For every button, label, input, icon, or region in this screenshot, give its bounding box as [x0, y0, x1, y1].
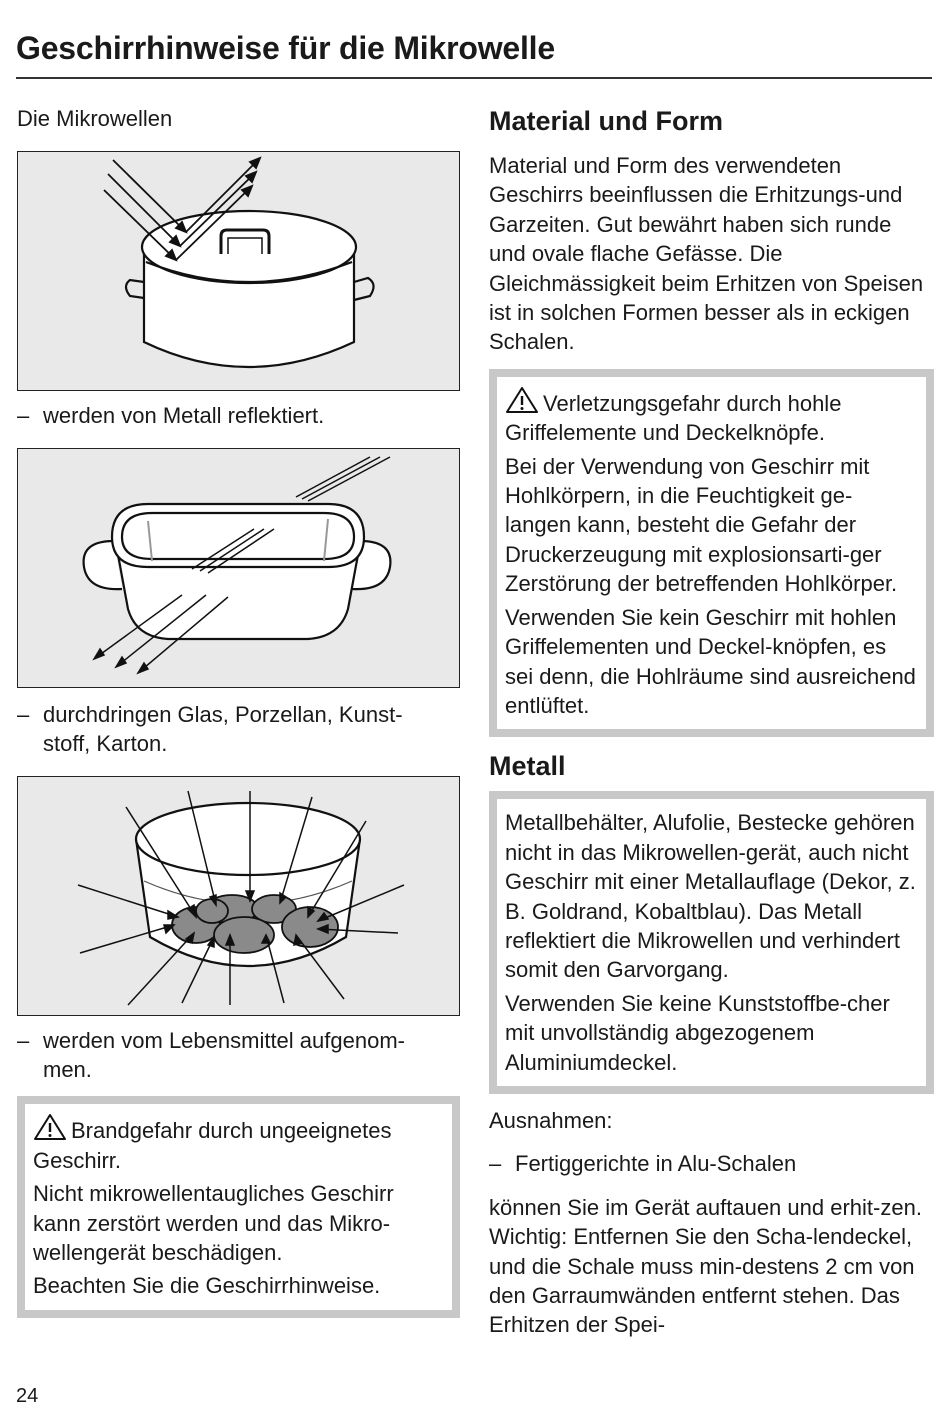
list-item: – Fertiggerichte in Alu-Schalen — [489, 1151, 797, 1177]
figure-glass-dish — [17, 448, 460, 688]
section-heading-material: Material und Form — [489, 106, 724, 136]
title-rule — [16, 77, 932, 79]
warning-headline: Brandgefahr durch ungeeignetes Geschirr. — [33, 1118, 392, 1173]
list-item: – werden vom Lebensmittel aufgenom- men. — [17, 1027, 405, 1083]
closing-text: können Sie im Gerät auftauen und erhit-zen. Wichtig: Entfernen Sie den Scha-lendeckel, und die Schale muss min-destens 2 cm von den Garraumwänden entfernt stehen. Das Erhitzen der Spei- — [489, 1194, 922, 1338]
warning-box-injury — [489, 369, 934, 737]
metall-info-box — [489, 791, 934, 1094]
warning-triangle-icon — [33, 1113, 67, 1141]
left-column — [17, 104, 460, 1318]
page-title: Geschirrhinweise für die Mikrowelle — [16, 30, 555, 66]
warning-box-fire — [17, 1096, 460, 1317]
section-heading-metall: Metall — [489, 751, 566, 782]
figure-food-bowl — [17, 776, 460, 1016]
metall-box-text: Verwenden Sie keine Kunststoffbe-cher mit unvollständig abgezogenem Aluminiumdeckel. — [505, 990, 890, 1075]
warning-triangle-icon — [505, 386, 539, 414]
metall-box-text: Metallbehälter, Alufolie, Bestecke gehören nicht in das Mikrowellen-gerät, auch nicht Geschirr mit einer Metallauflage (Dekor, z. B. Goldrand, Kobaltblau). Das Metall reflektiert die Mikrowellen und verhindert somit den Garvorgang. — [505, 810, 916, 983]
intro-text: Die Mikrowellen — [17, 106, 173, 131]
warning-text: Nicht mikrowellentaugliches Geschirr kann zerstört werden und das Mikro-wellengerät beschädigen. — [33, 1181, 394, 1266]
list-item: – durchdringen Glas, Porzellan, Kunst- stoff, Karton. — [17, 701, 403, 757]
food-bowl-illustration — [18, 777, 458, 1014]
right-column — [489, 104, 934, 1340]
warning-text: Bei der Verwendung von Geschirr mit Hohlkörpern, in die Feuchtigkeit ge-langen kann, besteht die Gefahr der Druckerzeugung mit explosionsarti-ger Zerstörung der betreffenden Hohlkörper. — [505, 453, 898, 597]
figure-metal-pot — [17, 151, 460, 391]
warning-headline: Verletzungsgefahr durch hohle Griffelemente und Deckelknöpfe. — [505, 390, 842, 446]
warning-text: Verwenden Sie kein Geschirr mit hohlen Griffelementen und Deckel-knöpfen, es sei denn, die Hohlräume sind ausreichend entlüftet. — [505, 604, 916, 718]
exceptions-label: Ausnahmen: — [489, 1107, 613, 1133]
pot-illustration — [18, 152, 458, 389]
warning-text: Beachten Sie die Geschirrhinweise. — [33, 1273, 381, 1299]
page-number: 24 — [16, 1385, 39, 1407]
list-item: – werden von Metall reflektiert. — [17, 403, 325, 429]
glass-dish-illustration — [18, 449, 458, 686]
material-text: Material und Form des verwendeten Geschirrs beeinflussen die Erhitzungs-und Garzeiten. Gut bewährt haben sich runde und ovale flache Gefässe. Die Gleichmässigkeit beim Erhitzen von Speisen ist in solchen Formen besser als in eckigen Schalen. — [489, 153, 924, 355]
